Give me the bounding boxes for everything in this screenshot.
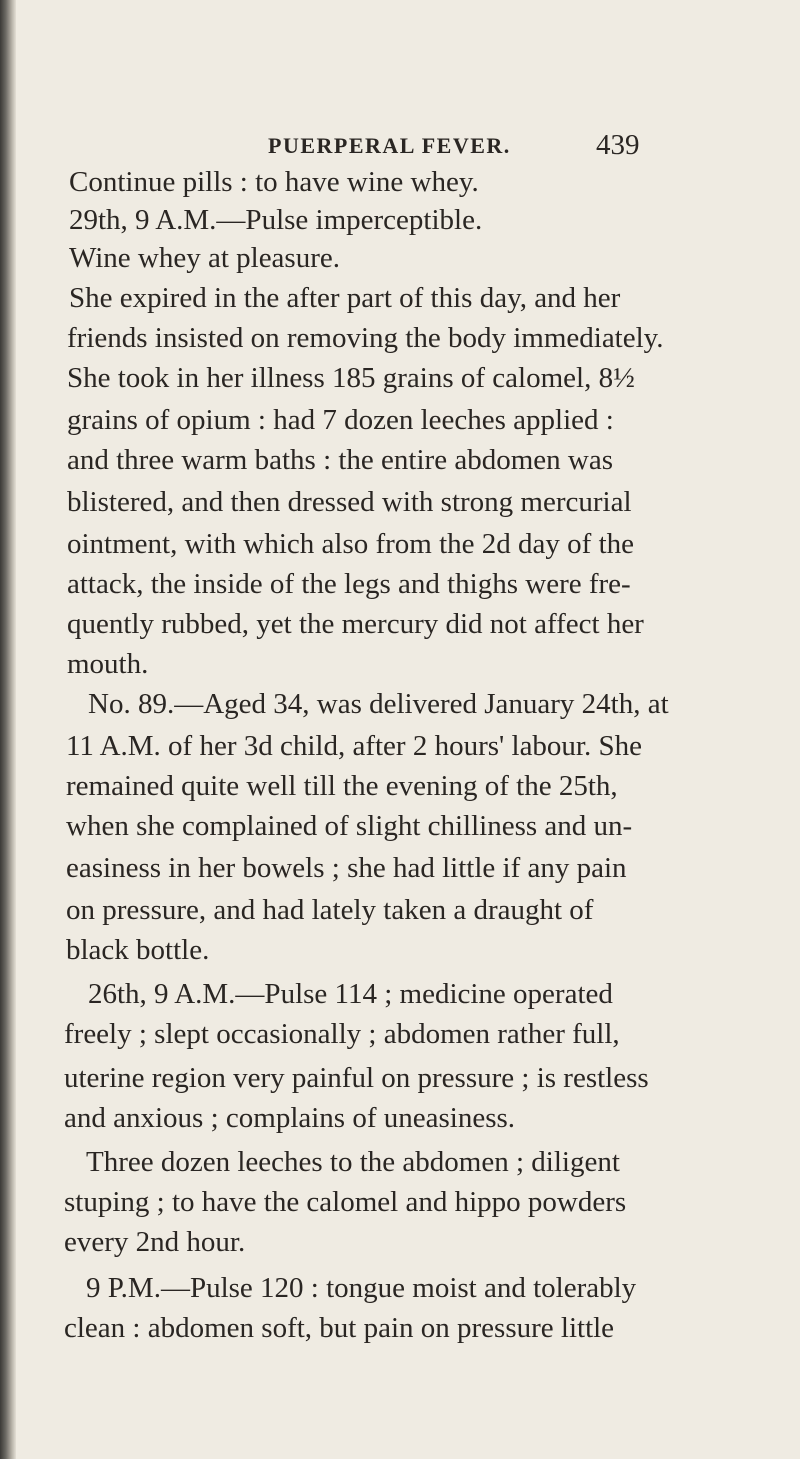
text-line: on pressure, and had lately taken a draught of	[66, 894, 594, 926]
running-head: PUERPERAL FEVER.	[268, 133, 511, 158]
text-line: clean : abdomen soft, but pain on pressure little	[64, 1312, 615, 1344]
text-line: 9 P.M.—Pulse 120 : tongue moist and tolerably	[86, 1272, 637, 1304]
text-line: blistered, and then dressed with strong mercurial	[67, 486, 632, 518]
text-line: mouth.	[67, 648, 149, 680]
text-line: friends insisted on removing the body immediately.	[67, 322, 664, 354]
text-line: No. 89.—Aged 34, was delivered January 24th, at	[88, 688, 669, 720]
text-line: 26th, 9 A.M.—Pulse 114 ; medicine operated	[88, 978, 613, 1010]
text-line: She expired in the after part of this day, and her	[69, 282, 621, 314]
text-line: freely ; slept occasionally ; abdomen rather full,	[64, 1018, 620, 1050]
text-line: Three dozen leeches to the abdomen ; diligent	[86, 1146, 620, 1178]
text-line: and three warm baths : the entire abdomen was	[67, 444, 613, 476]
text-line: remained quite well till the evening of the 25th,	[66, 770, 618, 802]
text-line: attack, the inside of the legs and thighs were fre-	[67, 568, 631, 600]
page-number: 439	[596, 129, 640, 161]
text-line: quently rubbed, yet the mercury did not affect her	[67, 608, 644, 640]
text-line: stuping ; to have the calomel and hippo powders	[64, 1186, 627, 1218]
text-line: easiness in her bowels ; she had little if any pain	[66, 852, 627, 884]
text-line: Continue pills : to have wine whey.	[69, 166, 479, 198]
text-line: every 2nd hour.	[64, 1226, 246, 1258]
text-line: uterine region very painful on pressure ; is restless	[64, 1062, 649, 1094]
text-line: and anxious ; complains of uneasiness.	[64, 1102, 516, 1134]
text-line: grains of opium : had 7 dozen leeches applied :	[67, 404, 614, 436]
text-line: She took in her illness 185 grains of calomel, 8½	[67, 362, 635, 394]
text-line: black bottle.	[66, 934, 210, 966]
text-line: ointment, with which also from the 2d day of the	[67, 528, 635, 560]
text-line: 11 A.M. of her 3d child, after 2 hours' labour. She	[66, 730, 642, 762]
text-line: Wine whey at pleasure.	[69, 242, 340, 274]
text-line: when she complained of slight chilliness and un-	[66, 810, 633, 842]
text-line: 29th, 9 A.M.—Pulse imperceptible.	[69, 204, 483, 236]
